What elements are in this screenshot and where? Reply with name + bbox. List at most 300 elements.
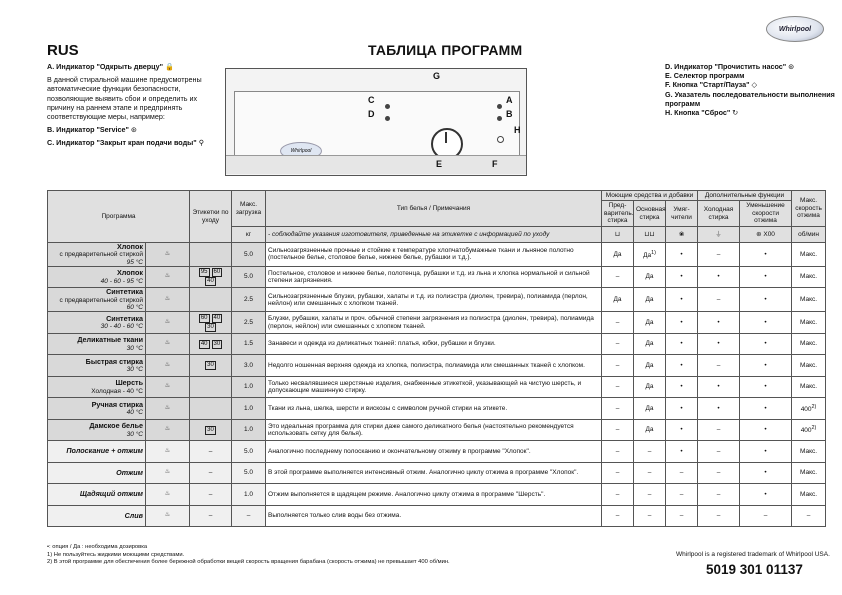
spin-value: •	[764, 340, 767, 348]
care-symbol-icon: ♨	[164, 469, 171, 476]
soft-value: –	[679, 490, 684, 498]
care-label: 40	[207, 278, 214, 285]
program-temp: 30 - 40 - 60 °C	[100, 323, 143, 331]
cold-cell	[698, 441, 740, 463]
soft-value: –	[679, 512, 684, 520]
panel-label-g: G	[433, 71, 441, 81]
cold-cell	[698, 333, 740, 355]
load-value: 5.0	[243, 469, 254, 477]
maxspin-value: –	[806, 512, 811, 520]
softener-icon: ❀	[666, 227, 698, 243]
program-cell	[48, 398, 146, 420]
reset-icon: ↻	[732, 108, 739, 118]
program-symbol-cell	[146, 355, 190, 377]
table-row	[48, 376, 826, 398]
program-name: Полоскание + отжим	[66, 446, 143, 456]
col-pre: Пред-варитель. стирка	[602, 201, 634, 227]
description: В этой программе выполняется интенсивный отжим. Аналогично циклу отжима в программе "Хлопок".	[268, 469, 579, 477]
pre-cell	[602, 441, 634, 463]
main-cell	[634, 376, 666, 398]
spin-cell	[740, 243, 792, 267]
indicator-light	[497, 104, 502, 109]
cold-cell	[698, 312, 740, 334]
soft-cell	[666, 441, 698, 463]
program-name: Деликатные ткани	[77, 335, 143, 345]
load-cell	[232, 333, 266, 355]
main-value: Да	[645, 383, 654, 391]
care-symbol-icon: ♨	[164, 250, 171, 257]
main-value: –	[647, 512, 652, 520]
program-name: Быстрая стирка	[85, 356, 143, 366]
labels-cell	[190, 419, 232, 441]
col-load: Макс. загрузка	[232, 191, 266, 227]
maxspin-value: Макс.	[799, 490, 818, 498]
spin-value: •	[764, 490, 767, 498]
program-symbol-cell	[146, 419, 190, 441]
program-cell	[48, 376, 146, 398]
spin-value: •	[764, 318, 767, 326]
cold-value: •	[717, 383, 720, 391]
table-row	[48, 333, 826, 355]
labels-value: –	[208, 490, 213, 498]
maxspin-cell	[792, 355, 826, 377]
care-label: 40	[200, 340, 208, 347]
pre-cell	[602, 376, 634, 398]
soft-value: •	[680, 273, 683, 281]
care-label: 30	[207, 362, 214, 369]
left-info	[47, 62, 225, 152]
maxspin-value: Макс.	[799, 250, 818, 258]
soft-cell	[666, 266, 698, 288]
program-symbol-cell	[146, 376, 190, 398]
program-name: Щадящий отжим	[79, 489, 143, 499]
desc-cell	[266, 288, 602, 312]
program-name: Ручная стирка	[91, 399, 143, 409]
control-panel	[225, 68, 527, 176]
cold-cell	[698, 288, 740, 312]
pre-wash-icon: ⊔	[602, 227, 634, 243]
description: Недолго ношенная верхняя одежда из хлопка, полиэстра, полиамида или смешанных тканей с хлопком.	[268, 361, 585, 369]
main-value: Да	[643, 251, 652, 259]
soft-value: •	[680, 447, 683, 455]
load-cell	[232, 288, 266, 312]
program-cell	[48, 288, 146, 312]
program-symbol-cell	[146, 333, 190, 355]
cold-value: •	[717, 340, 720, 348]
main-wash-icon: ⊔⊔	[634, 227, 666, 243]
maxspin-value: Макс.	[799, 273, 818, 281]
footnote-2: 2) В этой программе для обеспечения более бережной обработки вещей скорость вращения барабана (скорость отжима) не превышает 400 об/мин.	[47, 559, 450, 565]
program-cell	[48, 505, 146, 527]
labels-cell	[190, 288, 232, 312]
pre-cell	[602, 419, 634, 441]
main-cell	[634, 505, 666, 527]
program-name: Синтетика	[106, 313, 143, 323]
main-value: Да	[645, 340, 654, 348]
info-g: G. Указатель последовательности выполнения программ	[665, 89, 835, 108]
load-value: 5.0	[243, 273, 254, 281]
pre-cell	[602, 462, 634, 484]
maxspin-value: Макс.	[799, 318, 818, 326]
soft-cell	[666, 398, 698, 420]
spin-value: •	[764, 469, 767, 477]
info-e: E. Селектор программ	[665, 71, 745, 81]
table-row	[48, 419, 826, 441]
cold-cell	[698, 355, 740, 377]
soft-value: •	[680, 361, 683, 369]
program-name: Хлопок	[117, 242, 143, 251]
labels-cell	[190, 243, 232, 267]
soft-value: •	[680, 404, 683, 412]
program-cell	[48, 355, 146, 377]
description: Аналогично последнему полосканию и окончательному отжиму в программе "Хлопок".	[268, 447, 531, 455]
care-label: 30	[213, 340, 221, 347]
load-cell	[232, 355, 266, 377]
pre-value: –	[615, 469, 620, 477]
load-cell	[232, 243, 266, 267]
cold-value: –	[716, 490, 721, 498]
load-value: 3.0	[243, 361, 254, 369]
maxspin-footnote: 2)	[811, 403, 817, 410]
description: Блузки, рубашки, халаты и проч. обычной степени загрязнения из полиэстра (диолен, тревира), полиамида (перлон, нейлон) или смешанных с хлопком тканей.	[268, 315, 594, 330]
cold-cell	[698, 243, 740, 267]
cold-value: –	[716, 447, 721, 455]
col-rpm: об/мин	[792, 227, 826, 243]
desc-cell	[266, 266, 602, 288]
soft-value: •	[680, 426, 683, 434]
main-cell	[634, 441, 666, 463]
program-table	[47, 190, 826, 527]
program-symbol-cell	[146, 441, 190, 463]
maxspin-cell	[792, 484, 826, 506]
program-temp: 30 °C	[126, 344, 143, 352]
program-cell	[48, 333, 146, 355]
right-info	[665, 62, 842, 117]
info-d: D. Индикатор "Прочистить насос"	[665, 62, 787, 71]
pump-icon: ⊛	[788, 62, 795, 71]
main-value: Да	[645, 361, 654, 369]
pre-cell	[602, 288, 634, 312]
load-value: 1.0	[243, 490, 254, 498]
pre-value: –	[615, 340, 620, 348]
maxspin-value: Макс.	[799, 447, 818, 455]
main-cell	[634, 312, 666, 334]
maxspin-value: 400	[800, 427, 812, 435]
spin-cell	[740, 441, 792, 463]
pre-value: Да	[613, 296, 622, 304]
spin-cell	[740, 484, 792, 506]
footnote-0: •: опция / Да : необходима дозировка	[47, 544, 148, 550]
maxspin-cell	[792, 266, 826, 288]
desc-cell	[266, 243, 602, 267]
soft-value: •	[680, 340, 683, 348]
load-value: 1.0	[243, 383, 254, 391]
load-cell	[232, 441, 266, 463]
info-f: F. Кнопка "Старт/Пауза"	[665, 80, 750, 90]
spin-value: •	[764, 361, 767, 369]
brand-logo: Whirlpool	[766, 16, 824, 42]
soft-value: •	[680, 296, 683, 304]
labels-value: –	[208, 447, 213, 455]
program-temp: 40 - 60 - 95 °C	[100, 277, 143, 285]
maxspin-value: Макс.	[799, 383, 818, 391]
care-label: 30	[207, 323, 214, 330]
labels-value: –	[208, 512, 213, 520]
program-name: Синтетика	[106, 287, 143, 297]
pre-value: –	[615, 273, 620, 281]
main-cell	[634, 462, 666, 484]
load-value: 5.0	[243, 250, 254, 258]
cold-value: –	[716, 512, 721, 520]
cold-cell	[698, 266, 740, 288]
load-value: 5.0	[243, 447, 254, 455]
soft-value: •	[680, 383, 683, 391]
table-row	[48, 484, 826, 506]
main-cell	[634, 288, 666, 312]
spin-value: •	[764, 250, 767, 258]
labels-cell	[190, 398, 232, 420]
desc-cell	[266, 484, 602, 506]
pre-value: –	[615, 447, 620, 455]
col-soft: Умяг-чители	[666, 201, 698, 227]
panel-label-e: E	[436, 159, 443, 169]
maxspin-footnote: 2)	[811, 425, 817, 432]
spin-value: –	[763, 512, 768, 520]
footnote-1: 1) Не пользуйтесь жидкими моющими средствами.	[47, 551, 185, 558]
main-value: Да	[645, 426, 654, 434]
load-value: 1.0	[243, 404, 254, 412]
description: Это идеальная программа для стирки даже самого деликатного белья (настоятельно рекомендуется использовать сетку для белья).	[268, 422, 574, 438]
panel-label-a: A	[506, 95, 513, 105]
cold-value: –	[716, 250, 721, 258]
spin-cell	[740, 312, 792, 334]
care-label: 95	[200, 269, 208, 276]
program-temp: 60 °C	[126, 303, 143, 311]
spin-value: •	[764, 273, 767, 281]
labels-cell	[190, 505, 232, 527]
table-row	[48, 355, 826, 377]
spin-cell	[740, 398, 792, 420]
cold-value: •	[717, 273, 720, 281]
pre-cell	[602, 398, 634, 420]
table-row	[48, 266, 826, 288]
description: Только несвалявшиеся шерстяные изделия, снабженные этикеткой, указывающей на чистую шерсть, и допускающие машинную стирку.	[268, 379, 582, 395]
desc-cell	[266, 312, 602, 334]
labels-cell	[190, 333, 232, 355]
col-cold: Холодная стирка	[698, 201, 740, 227]
soft-cell	[666, 312, 698, 334]
col-labels: Этикетки по уходу	[190, 191, 232, 243]
cold-value: –	[716, 426, 721, 434]
col-program: Программа	[48, 191, 190, 243]
cold-value: •	[717, 318, 720, 326]
cold-value: –	[716, 469, 721, 477]
load-cell	[232, 312, 266, 334]
language-code: RUS	[47, 42, 79, 59]
col-spinred: Уменьшение скорости отжима	[740, 201, 792, 227]
main-footnote: 1)	[651, 249, 656, 256]
info-h: H. Кнопка "Сброс"	[665, 108, 731, 118]
cold-cell	[698, 505, 740, 527]
labels-cell	[190, 484, 232, 506]
labels-value: –	[208, 469, 213, 477]
program-cell	[48, 441, 146, 463]
soft-cell	[666, 505, 698, 527]
info-a: A. Индикатор "Одкрыть дверцу"	[47, 62, 164, 71]
description: Занавеси и одежда из деликатных тканей: платья, юбки, рубашки и блузки.	[268, 340, 496, 348]
maxspin-value: Макс.	[799, 361, 818, 369]
main-cell	[634, 419, 666, 441]
care-label: 40	[213, 314, 221, 321]
pre-cell	[602, 266, 634, 288]
program-temp: 30 °C	[126, 366, 143, 374]
desc-cell	[266, 398, 602, 420]
col-main: Основная стирка	[634, 201, 666, 227]
spin-cell	[740, 288, 792, 312]
labels-cell	[190, 312, 232, 334]
description: Выполняется только слив воды без отжима.	[268, 512, 402, 520]
start-pause-button[interactable]	[497, 136, 504, 143]
program-name: Слив	[124, 510, 143, 520]
labels-cell	[190, 376, 232, 398]
labels-cell	[190, 441, 232, 463]
care-label: 60	[200, 314, 208, 321]
document-code: 5019 301 01137	[706, 562, 803, 577]
care-symbol-icon: ♨	[164, 490, 171, 497]
desc-cell	[266, 419, 602, 441]
maxspin-cell	[792, 398, 826, 420]
maxspin-cell	[792, 441, 826, 463]
desc-cell	[266, 441, 602, 463]
soft-cell	[666, 288, 698, 312]
cold-value: –	[716, 296, 721, 304]
care-label: 60	[213, 269, 221, 276]
maxspin-cell	[792, 243, 826, 267]
spin-reduce-symbol: X00	[763, 230, 775, 238]
indicator-light	[385, 104, 390, 109]
cold-cell	[698, 419, 740, 441]
main-value: –	[647, 469, 652, 477]
labels-cell	[190, 355, 232, 377]
desc-cell	[266, 505, 602, 527]
panel-label-d: D	[368, 109, 375, 119]
program-symbol-cell	[146, 266, 190, 288]
maxspin-cell	[792, 462, 826, 484]
program-symbol-cell	[146, 312, 190, 334]
care-symbol-icon: ♨	[164, 383, 171, 390]
panel-bottom	[226, 155, 526, 174]
pre-value: –	[615, 490, 620, 498]
program-symbol-cell	[146, 243, 190, 267]
cold-value: •	[717, 404, 720, 412]
service-icon: ⊛	[130, 125, 137, 135]
program-cell	[48, 419, 146, 441]
pre-value: –	[615, 361, 620, 369]
door-icon: 🔒	[165, 62, 174, 71]
maxspin-value: Макс.	[799, 340, 818, 348]
load-cell	[232, 266, 266, 288]
pre-value: –	[615, 426, 620, 434]
cold-value: –	[716, 361, 721, 369]
program-sub: с предварительной стиркой	[59, 296, 143, 304]
desc-cell	[266, 462, 602, 484]
desc-cell	[266, 376, 602, 398]
main-value: Да	[645, 318, 654, 326]
load-cell	[232, 419, 266, 441]
cold-wash-icon: ⏚	[698, 227, 740, 243]
maxspin-cell	[792, 288, 826, 312]
care-symbol-icon: ♨	[164, 512, 171, 519]
page-title: ТАБЛИЦА ПРОГРАММ	[368, 42, 523, 58]
spin-value: •	[764, 296, 767, 304]
maxspin-cell	[792, 376, 826, 398]
cold-cell	[698, 462, 740, 484]
pre-cell	[602, 243, 634, 267]
main-value: Да	[645, 404, 654, 412]
labels-cell	[190, 266, 232, 288]
tap-icon: ⚲	[198, 138, 204, 148]
description: Постельное, столовое и нижнее белье, полотенца, рубашки и т.д. из льна и хлопка нормальной и сильной степени загрязнения.	[268, 269, 590, 285]
pre-cell	[602, 333, 634, 355]
spin-cell	[740, 333, 792, 355]
description: Отжим выполняется в щадящем режиме. Аналогично циклу отжима в программе "Шерсть".	[268, 490, 546, 498]
panel-label-f: F	[492, 159, 498, 169]
spin-value: •	[764, 447, 767, 455]
pre-cell	[602, 355, 634, 377]
program-name: Отжим	[116, 467, 143, 477]
program-sub: с предварительной стиркой	[59, 251, 143, 259]
table-row	[48, 462, 826, 484]
care-symbol-icon: ♨	[164, 340, 171, 347]
program-symbol-cell	[146, 462, 190, 484]
soft-cell	[666, 355, 698, 377]
spin-cell	[740, 376, 792, 398]
col-maxspin: Макс. скорость отжима	[792, 191, 826, 227]
pre-value: –	[615, 512, 620, 520]
program-temp: 95 °C	[126, 258, 143, 266]
main-cell	[634, 243, 666, 267]
soft-cell	[666, 484, 698, 506]
table-row	[48, 288, 826, 312]
cold-cell	[698, 376, 740, 398]
main-value: –	[647, 490, 652, 498]
program-cell	[48, 312, 146, 334]
description: Сильнозагрязненные блузки, рубашки, халаты и т.д. из полиэстра (диолен, тревира), полиамида (перлон, нейлон) или смешанных с хлопком тканей.	[268, 292, 588, 307]
program-symbol-cell	[146, 288, 190, 312]
program-cell	[48, 243, 146, 267]
main-cell	[634, 484, 666, 506]
program-name: Шерсть	[115, 378, 143, 388]
care-symbol-icon: ♨	[164, 318, 171, 325]
load-cell	[232, 505, 266, 527]
soft-cell	[666, 333, 698, 355]
indicator-light	[497, 116, 502, 121]
program-cell	[48, 484, 146, 506]
program-cell	[48, 462, 146, 484]
main-cell	[634, 333, 666, 355]
col-detergent: Моющие средства и добавки	[602, 191, 698, 201]
table-row	[48, 312, 826, 334]
spin-value: •	[764, 404, 767, 412]
load-cell	[232, 462, 266, 484]
program-temp: 40 °C	[126, 409, 143, 417]
program-cell	[48, 266, 146, 288]
pre-value: –	[615, 404, 620, 412]
program-temp: 30 °C	[126, 430, 143, 438]
spin-icon: ⊛	[756, 230, 762, 238]
load-cell	[232, 484, 266, 506]
spin-cell	[740, 419, 792, 441]
